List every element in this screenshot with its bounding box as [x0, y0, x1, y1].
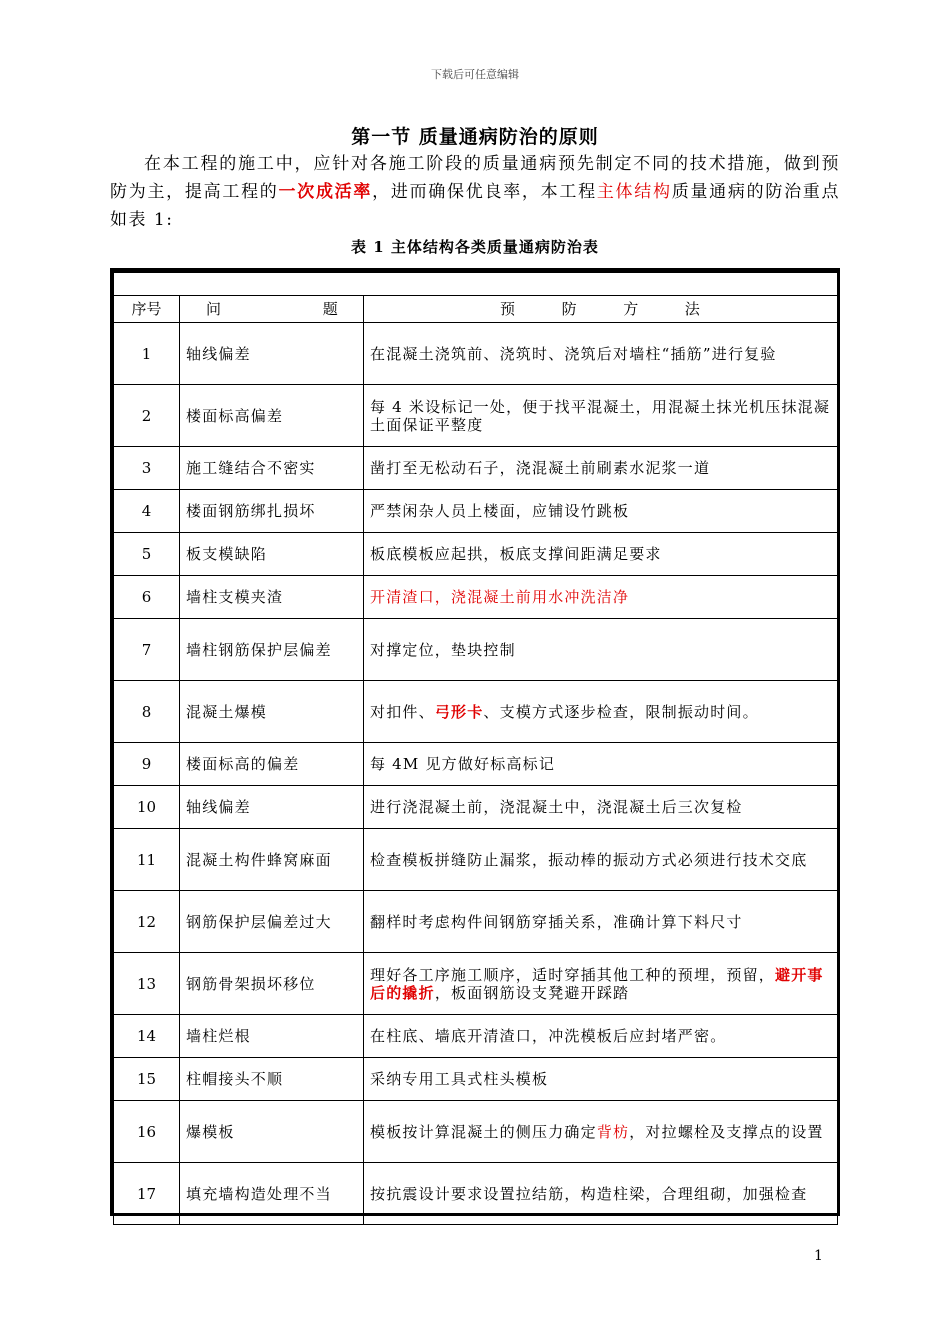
row-issue: 柱帽接头不顺 — [180, 1058, 364, 1101]
method-text: 模板按计算混凝土的侧压力确定 — [370, 1122, 597, 1141]
watermark-text: 下载后可任意编辑 — [431, 68, 519, 81]
row-method — [364, 953, 838, 1015]
header-issue-b: 题 — [322, 300, 339, 318]
table-row — [114, 829, 838, 891]
intro-text-2: ，进而确保优良率，本工程 — [372, 182, 597, 202]
table-row — [114, 1015, 838, 1058]
method-highlight: 避开事后的撬折 — [370, 965, 824, 1002]
row-method: 严禁闲杂人员上楼面，应铺设竹跳板 — [364, 490, 838, 533]
table-row — [114, 490, 838, 533]
table-row — [114, 385, 838, 447]
row-method — [364, 1101, 838, 1163]
row-issue: 墙柱支模夹渣 — [180, 576, 364, 619]
row-issue: 混凝土构件蜂窝麻面 — [180, 829, 364, 891]
intro-text-1: 在本工程的施工中，应针对各施工阶段的质量通病预先制定不同的技术措施，做到预防为主，提高工程的 — [110, 154, 840, 202]
row-issue: 墙柱钢筋保护层偏差 — [180, 619, 364, 681]
row-num: 3 — [114, 447, 180, 490]
method-highlight: 背枋 — [596, 1122, 630, 1141]
table-row — [114, 681, 838, 743]
row-num: 2 — [114, 385, 180, 447]
row-issue: 轴线偏差 — [180, 323, 364, 385]
row-method: 开清渣口，浇混凝土前用水冲洗洁净 — [364, 576, 838, 619]
row-num: 4 — [114, 490, 180, 533]
intro-highlight-2: 主体结构 — [596, 182, 672, 202]
row-issue: 钢筋保护层偏差过大 — [180, 891, 364, 953]
table-row — [114, 953, 838, 1015]
row-method: 按抗震设计要求设置拉结筋，构造柱梁，合理组砌，加强检查 — [364, 1163, 838, 1225]
row-num: 9 — [114, 743, 180, 786]
header-num: 序号 — [114, 296, 180, 323]
section-title: 第一节 质量通病防治的原则 — [351, 126, 599, 148]
table-row — [114, 533, 838, 576]
row-num: 11 — [114, 829, 180, 891]
row-method: 采纳专用工具式柱头模板 — [364, 1058, 838, 1101]
row-num: 6 — [114, 576, 180, 619]
defects-table — [113, 295, 838, 1225]
table-frame — [110, 268, 840, 1216]
table-row — [114, 576, 838, 619]
row-num: 13 — [114, 953, 180, 1015]
table-row — [114, 1058, 838, 1101]
table-row — [114, 1101, 838, 1163]
row-issue: 板支模缺陷 — [180, 533, 364, 576]
header-issue — [180, 296, 364, 323]
row-num: 15 — [114, 1058, 180, 1101]
intro-paragraph — [110, 150, 840, 234]
row-method: 检查模板拼缝防止漏浆，振动棒的振动方式必须进行技术交底 — [364, 829, 838, 891]
table-header-row — [114, 296, 838, 323]
row-num: 7 — [114, 619, 180, 681]
method-text: ，板面钢筋设支凳避开踩踏 — [434, 983, 630, 1002]
row-method: 在混凝土浇筑前、浇筑时、浇筑后对墙柱“插筋”进行复验 — [364, 323, 838, 385]
row-issue: 楼面标高偏差 — [180, 385, 364, 447]
row-num: 16 — [114, 1101, 180, 1163]
row-num: 5 — [114, 533, 180, 576]
intro-highlight-1: 一次成活率 — [278, 182, 373, 202]
table-row — [114, 1163, 838, 1225]
method-text: 对扣件、 — [370, 702, 435, 721]
header-issue-a: 问 — [206, 300, 223, 318]
row-issue: 楼面标高的偏差 — [180, 743, 364, 786]
row-method: 进行浇混凝土前，浇混凝土中，浇混凝土后三次复检 — [364, 786, 838, 829]
row-method: 翻样时考虑构件间钢筋穿插关系，准确计算下料尺寸 — [364, 891, 838, 953]
header-method — [364, 296, 838, 323]
row-method: 每 4 米设标记一处，便于找平混凝土，用混凝土抹光机压抹混凝土面保证平整度 — [364, 385, 838, 447]
table-caption: 表 1 主体结构各类质量通病防治表 — [351, 238, 599, 256]
row-method: 凿打至无松动石子，浇混凝土前刷素水泥浆一道 — [364, 447, 838, 490]
header-method-4: 法 — [684, 300, 701, 318]
header-method-1: 预 — [500, 300, 517, 318]
row-num: 12 — [114, 891, 180, 953]
row-issue: 爆模板 — [180, 1101, 364, 1163]
row-method: 板底模板应起拱，板底支撑间距满足要求 — [364, 533, 838, 576]
row-num: 10 — [114, 786, 180, 829]
row-issue: 轴线偏差 — [180, 786, 364, 829]
row-method: 对撑定位，垫块控制 — [364, 619, 838, 681]
table-row — [114, 323, 838, 385]
table-row — [114, 619, 838, 681]
row-num: 8 — [114, 681, 180, 743]
method-text: 理好各工序施工顺序，适时穿插其他工种的预埋，预留， — [370, 965, 776, 984]
row-issue: 楼面钢筋绑扎损坏 — [180, 490, 364, 533]
row-num: 14 — [114, 1015, 180, 1058]
row-issue: 施工缝结合不密实 — [180, 447, 364, 490]
table-row — [114, 786, 838, 829]
header-method-2: 防 — [561, 300, 578, 318]
row-method: 每 4M 见方做好标高标记 — [364, 743, 838, 786]
table-row — [114, 743, 838, 786]
method-highlight: 弓形卡 — [434, 702, 484, 721]
row-issue: 钢筋骨架损坏移位 — [180, 953, 364, 1015]
row-issue: 混凝土爆模 — [180, 681, 364, 743]
row-method — [364, 681, 838, 743]
row-num: 1 — [114, 323, 180, 385]
page-number: 1 — [814, 1248, 823, 1264]
header-method-3: 方 — [623, 300, 640, 318]
row-issue: 填充墙构造处理不当 — [180, 1163, 364, 1225]
row-issue: 墙柱烂根 — [180, 1015, 364, 1058]
method-text: ，对拉螺栓及支撑点的设置 — [629, 1122, 824, 1141]
table-row — [114, 891, 838, 953]
row-num: 17 — [114, 1163, 180, 1225]
row-method: 在柱底、墙底开清渣口，冲洗模板后应封堵严密。 — [364, 1015, 838, 1058]
method-text: 、支模方式逐步检查，限制振动时间。 — [483, 702, 759, 721]
table-row — [114, 447, 838, 490]
intro-text-3: 质量通病的防治重点如表 1: — [110, 182, 841, 230]
